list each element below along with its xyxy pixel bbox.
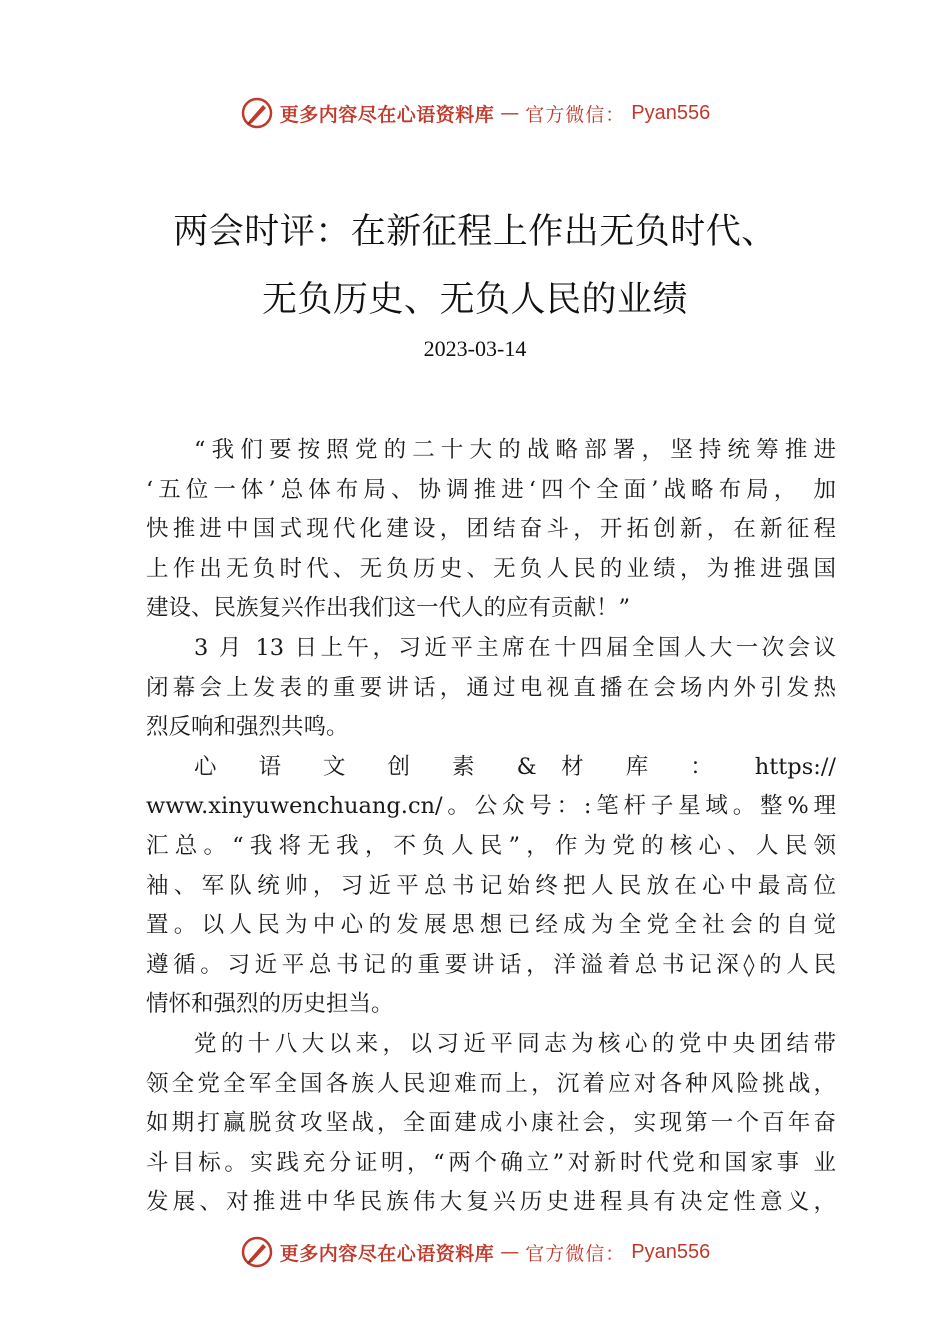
body-line: 建设、民族复兴作出我们这一代人的应有贡献！” (146, 595, 631, 622)
body-line: 上作出无负时代、无负历史、无负人民的业绩，为推进强国 (146, 555, 836, 582)
body-line: 3 月 13 日上午，习近平主席在十四届全国人大一次会议 (194, 634, 836, 661)
header-watermark-banner (0, 93, 950, 133)
banner-wechat-id: Pyan556 (631, 101, 711, 124)
banner-wechat-label: 官方微信： (525, 103, 626, 126)
body-line: 党的十八大以来，以习近平同志为核心的党中央团结带 (194, 1030, 836, 1057)
body-line: 快推进中国式现代化建设，团结奋斗，开拓创新，在新征程 (146, 516, 836, 543)
body-line: www.xinyuwenchuang.cn/。公众号：:笔杆子星域。整%理 (146, 793, 836, 820)
footer-watermark-banner (0, 1232, 950, 1272)
body-line: 闭幕会上发表的重要讲话，通过电视直播在会场内外引发热 (146, 674, 836, 701)
body-line: 如期打赢脱贫攻坚战，全面建成小康社会，实现第一个百年奋 (146, 1110, 836, 1137)
body-line: 袖、军队统帅，习近平总书记始终把人民放在心中最高位 (146, 872, 836, 899)
body-line: 领全党全军全国各族人民迎难而上，沉着应对各种风险挑战， (146, 1070, 836, 1097)
pen-logo-icon (240, 1235, 274, 1269)
banner-text: 更多内容尽在心语资料库 (279, 1242, 495, 1265)
body-line: 遵循。习近平总书记的重要讲话，洋溢着总书记深◊的人民 (146, 951, 836, 978)
banner-wechat-label: 官方微信： (525, 1242, 626, 1265)
banner-separator: — (500, 1241, 520, 1263)
banner-separator: — (500, 102, 520, 124)
banner-text: 更多内容尽在心语资料库 (279, 103, 495, 126)
pen-logo-icon (240, 96, 274, 130)
article-date: 2023-03-14 (423, 336, 527, 361)
body-line: 情怀和强烈的历史担当。 (146, 991, 394, 1018)
body-line: 汇总。“我将无我，不负人民”，作为党的核心、人民领 (146, 832, 836, 859)
body-line: 烈反响和强烈共鸣。 (146, 714, 349, 741)
article-title-line-1: 两会时评：在新征程上作出无负时代、 (173, 212, 777, 252)
body-line: 发展、对推进中华民族伟大复兴历史进程具有决定性意义， (146, 1189, 836, 1216)
body-line: 斗目标。实践充分证明，“两个确立”对新时代党和国家事 业 (146, 1149, 836, 1176)
body-line: 置。以人民为中心的发展思想已经成为全党全社会的自觉 (146, 912, 836, 939)
banner-wechat-id: Pyan556 (631, 1240, 711, 1263)
article-title-line-2: 无负历史、无负人民的业绩 (261, 280, 688, 320)
article-body (146, 431, 836, 1223)
body-line: “我们要按照党的二十大的战略部署，坚持统筹推进 (194, 437, 836, 463)
body-line: 心 语 文 创 素 & 材 库 ： https:// (194, 753, 836, 780)
body-line: ‘五位一体’总体布局、协调推进‘四个全面’战略布局， 加 (146, 476, 836, 503)
